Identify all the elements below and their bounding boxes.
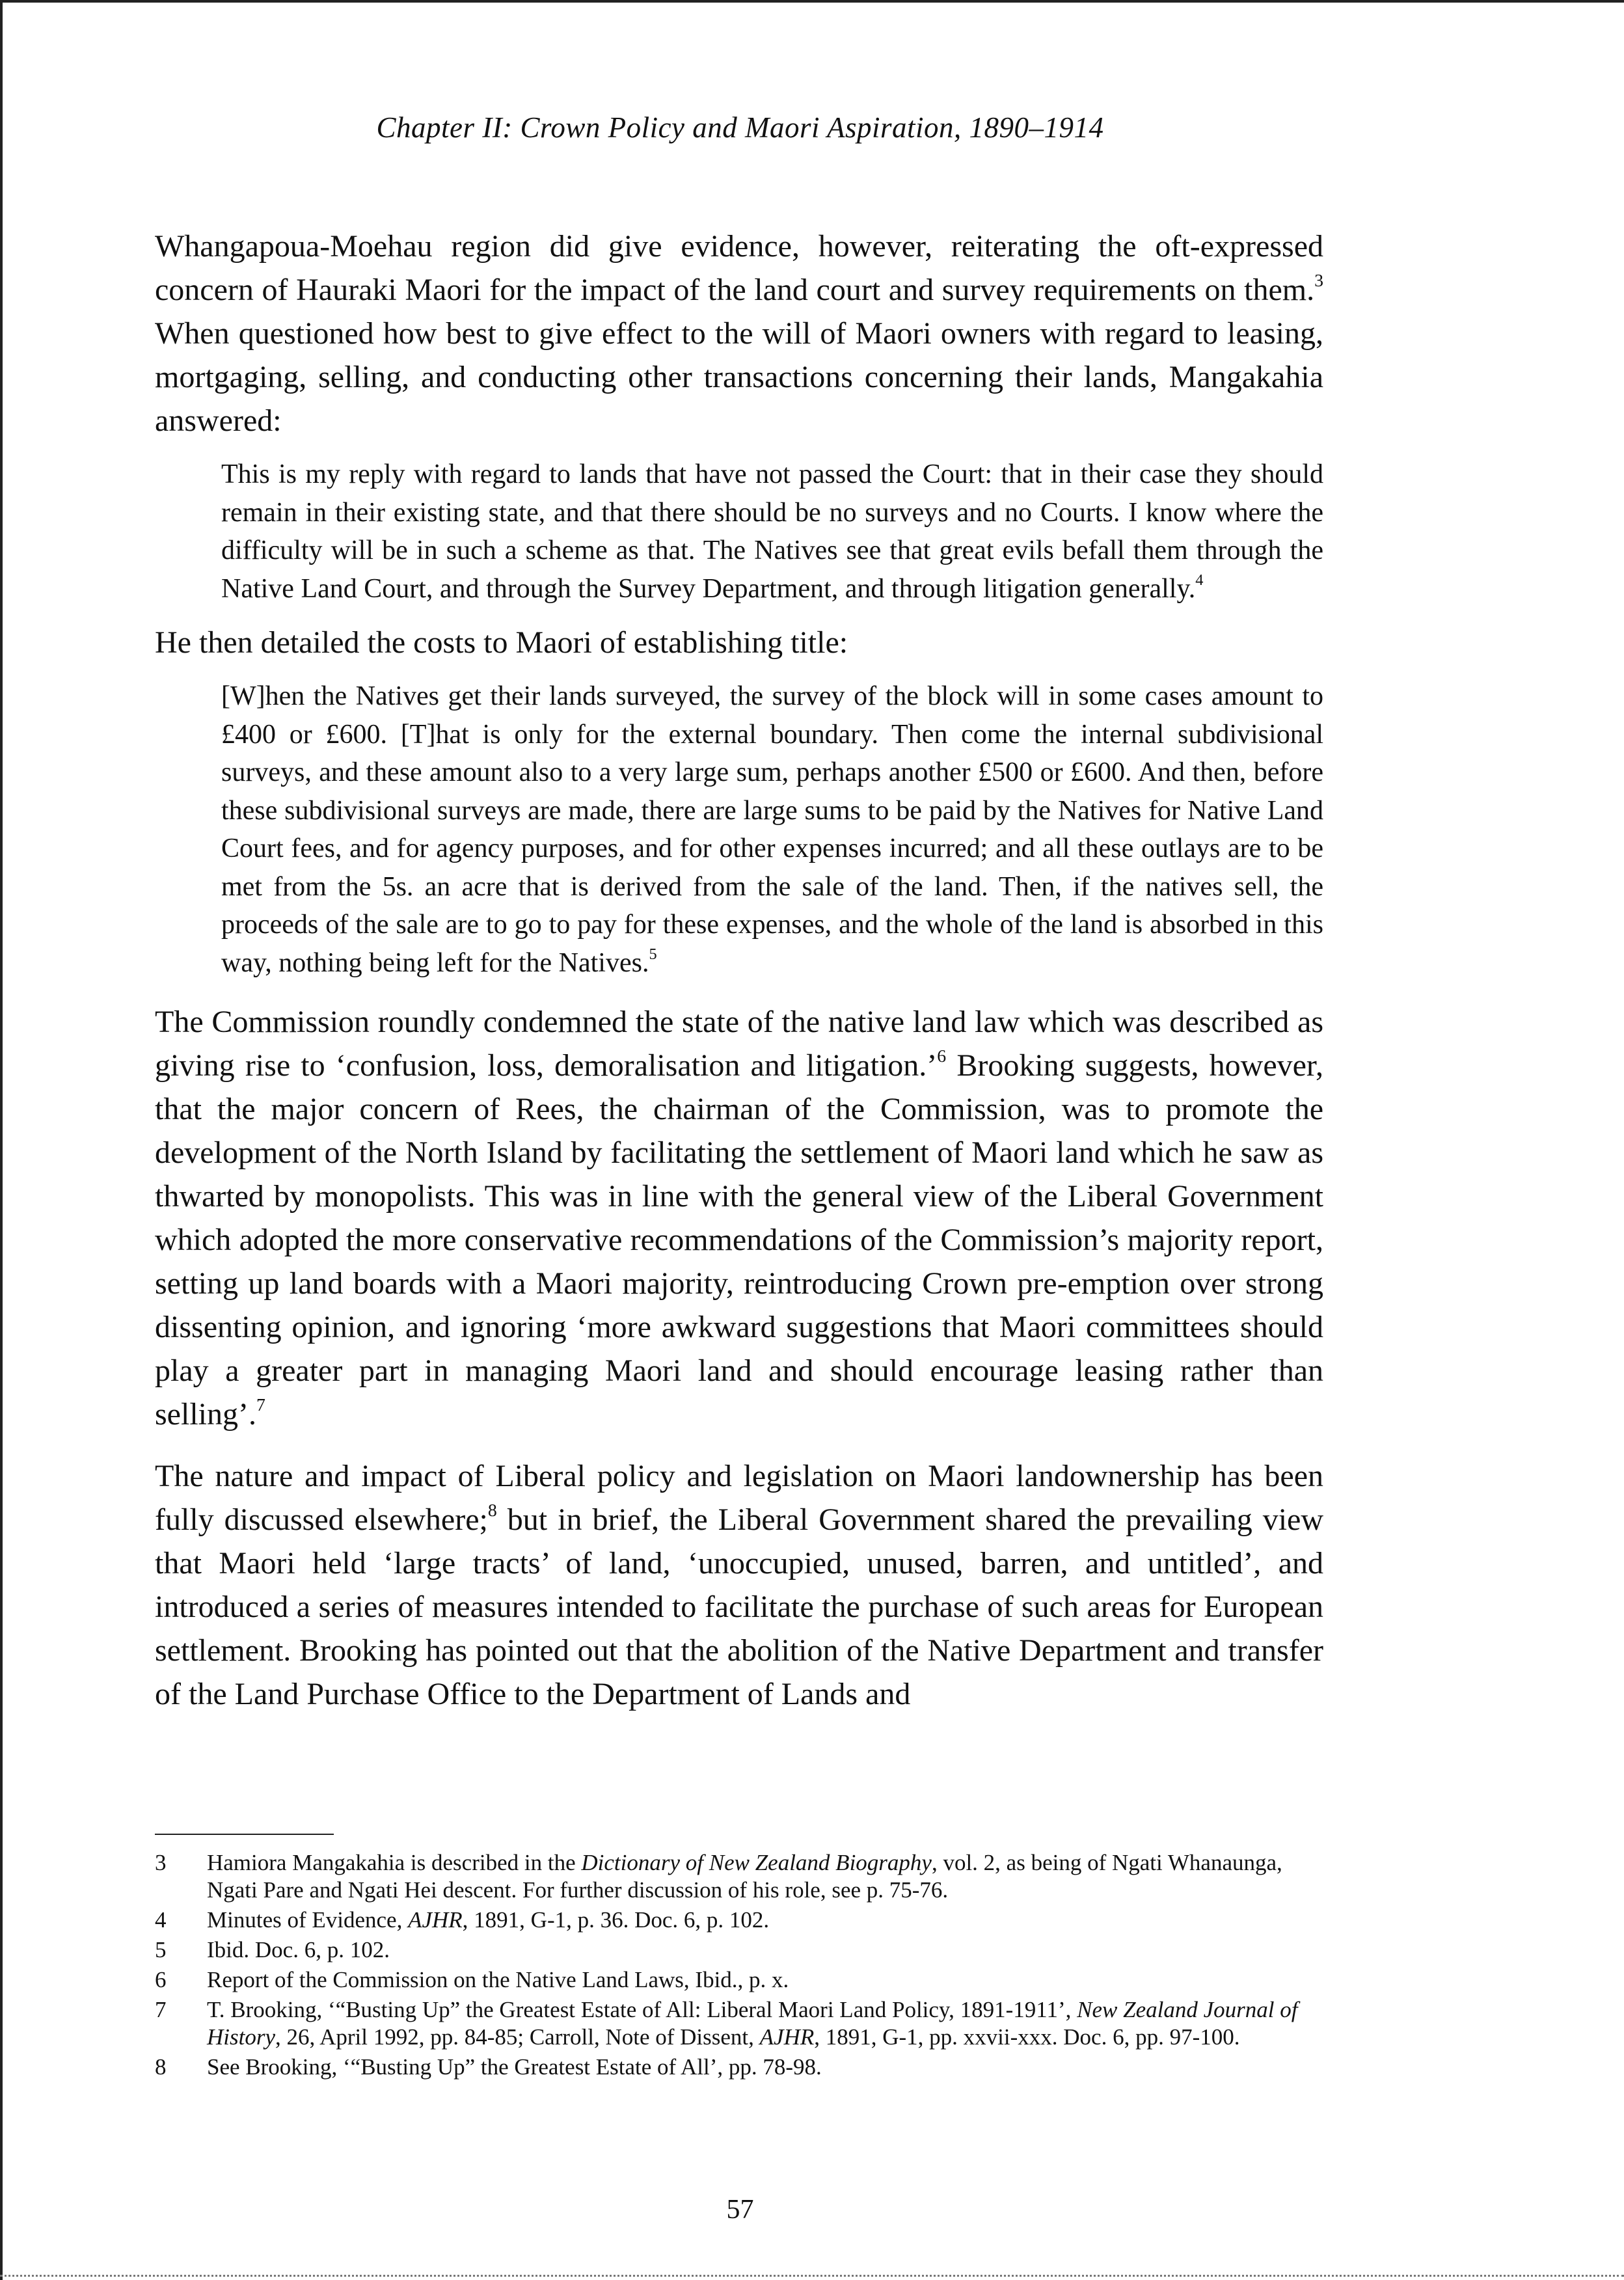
body-text	[155, 224, 1323, 1716]
text-span: , 26, April 1992, pp. 84-85; Carroll, Note of Dissent,	[275, 2024, 760, 2050]
page-number: 57	[726, 2195, 754, 2225]
italic-title: Dictionary of New Zealand Biography	[581, 1850, 932, 1875]
footnote-ref[interactable]: 7	[256, 1394, 265, 1415]
text-span: but in brief, the Liberal Government shared the prevailing view that Maori held ‘large tracts’ of land, ‘unoccupied, unused, barren, and untitled’, and introduced a series of measures intended to facilitate the purchase of such areas for European settlement. Brooking has pointed out that the abolition of the Native Department and transfer of the Land Purchase Office to the Department of Lands and	[155, 1502, 1323, 1711]
paragraph-3	[155, 1000, 1323, 1436]
footnote-ref[interactable]: 4	[1195, 571, 1204, 589]
footnote-text: Ibid. Doc. 6, p. 102.	[207, 1937, 390, 1962]
block-quote-1	[221, 455, 1323, 608]
paragraph-4	[155, 1454, 1323, 1716]
footnote-8	[155, 2054, 1323, 2081]
text-span: Brooking suggests, however, that the major concern of Rees, the chairman of the Commission, was to promote the development of the North Island by facilitating the settlement of Maori land which he saw as thwarted by monopolists. This was in line with the general view of the Liberal Government which adopted the more conservative recommendations of the Commission’s majority report, setting up land boards with a Maori majority, reintroducing Crown pre-emption over strong dissenting opinion, and ignoring ‘more awkward suggestions that Maori committees should play a greater part in managing Maori land and should encourage leasing rather than selling’.	[155, 1048, 1323, 1432]
text-span: The Commission roundly condemned the state of the native land law which was described as giving rise to ‘confusion, loss, demoralisation and litigation.’	[155, 1005, 1323, 1083]
footnote-3	[155, 1849, 1323, 1904]
footnote-text	[207, 1907, 1323, 1934]
italic-title: AJHR	[759, 2024, 815, 2050]
footnote-text: See Brooking, ‘“Busting Up” the Greatest Estate of All’, pp. 78-98.	[207, 2054, 822, 2080]
running-head: Chapter II: Crown Policy and Maori Aspiration, 1890–1914	[376, 111, 1104, 144]
text-span: The nature and impact of Liberal policy and legislation on Maori landownership has been fully discussed elsewhere;	[155, 1459, 1323, 1537]
footnote-number: 7	[155, 1997, 167, 2022]
footnote-6	[155, 1966, 1323, 1994]
paragraph-2: He then detailed the costs to Maori of establishing title:	[155, 625, 848, 660]
text-span: This is my reply with regard to lands that have not passed the Court: that in their case they should remain in their existing state, and that there should be no surveys and no Courts. I know where the difficulty will be in such a scheme as that. The Natives see that great evils befall them through the Native Land Court, and through the Survey Department, and through litigation generally.	[221, 459, 1323, 604]
footnote-5	[155, 1936, 1323, 1964]
page-edge-top	[0, 0, 1624, 3]
footnote-number: 6	[155, 1967, 167, 1992]
italic-title: New Zealand Journal of History	[207, 1997, 1298, 2050]
paragraph-1	[155, 224, 1323, 442]
footnote-number: 3	[155, 1850, 167, 1875]
footnote-text	[207, 1849, 1323, 1904]
page-edge-bottom	[0, 2275, 1624, 2277]
footnote-rule	[155, 1834, 334, 1835]
text-span: [W]hen the Natives get their lands surveyed, the survey of the block will in some cases amount to £400 or £600. [T]hat is only for the external boundary. Then come the internal subdivisional surveys, and these amount also to a very large sum, perhaps another £500 or £600. And then, before these subdivisional surveys are made, there are large sums to be paid by the Natives for Native Land Court fees, and for agency purposes, and for other expenses incurred; and all these outlays are to be met from the 5s. an acre that is derived from the sale of the land. Then, if the natives sell, the proceeds of the sale are to go to pay for these expenses, and the whole of the land is absorbed in this way, nothing being left for the Natives.	[221, 681, 1323, 978]
text-span: When questioned how best to give effect to the will of Maori owners with regard to leasing, mortgaging, selling, and conducting other transactions concerning their lands, Mangakahia answered:	[155, 316, 1323, 438]
footnote-text	[207, 1996, 1323, 2051]
text-span: , 1891, G-1, pp. xxvii-xxx. Doc. 6, pp. 97-100.	[814, 2024, 1240, 2050]
footnote-ref[interactable]: 3	[1314, 270, 1323, 291]
text-span: Hamiora Mangakahia is described in the	[207, 1850, 582, 1875]
text-span: Minutes of Evidence,	[207, 1907, 409, 1933]
footnote-4	[155, 1907, 1323, 1934]
footnote-ref[interactable]: 8	[487, 1500, 497, 1521]
footnote-number: 4	[155, 1907, 167, 1933]
footnote-ref[interactable]: 5	[649, 945, 657, 963]
text-span: , vol. 2, as being of Ngati Whanaunga, Ngati Pare and Ngati Hei descent. For further discussion of his role, see p. 75-76.	[207, 1850, 1282, 1903]
italic-title: AJHR	[408, 1907, 463, 1933]
footnotes	[155, 1847, 1323, 2081]
text-span: , 1891, G-1, p. 36. Doc. 6, p. 102.	[462, 1907, 770, 1933]
footnote-number: 5	[155, 1937, 167, 1962]
page-edge-left	[0, 0, 3, 2280]
block-quote-2	[221, 677, 1323, 982]
footnote-text: Report of the Commission on the Native Land Laws, Ibid., p. x.	[207, 1967, 789, 1992]
footnote-7	[155, 1996, 1323, 2051]
text-span: T. Brooking, ‘“Busting Up” the Greatest Estate of All: Liberal Maori Land Policy, 1891-1911’,	[207, 1997, 1077, 2022]
text-span: Whangapoua-Moehau region did give evidence, however, reiterating the oft-expressed concern of Hauraki Maori for the impact of the land court and survey requirements on them.	[155, 229, 1323, 307]
footnote-number: 8	[155, 2054, 167, 2080]
footnote-ref[interactable]: 6	[937, 1046, 947, 1066]
